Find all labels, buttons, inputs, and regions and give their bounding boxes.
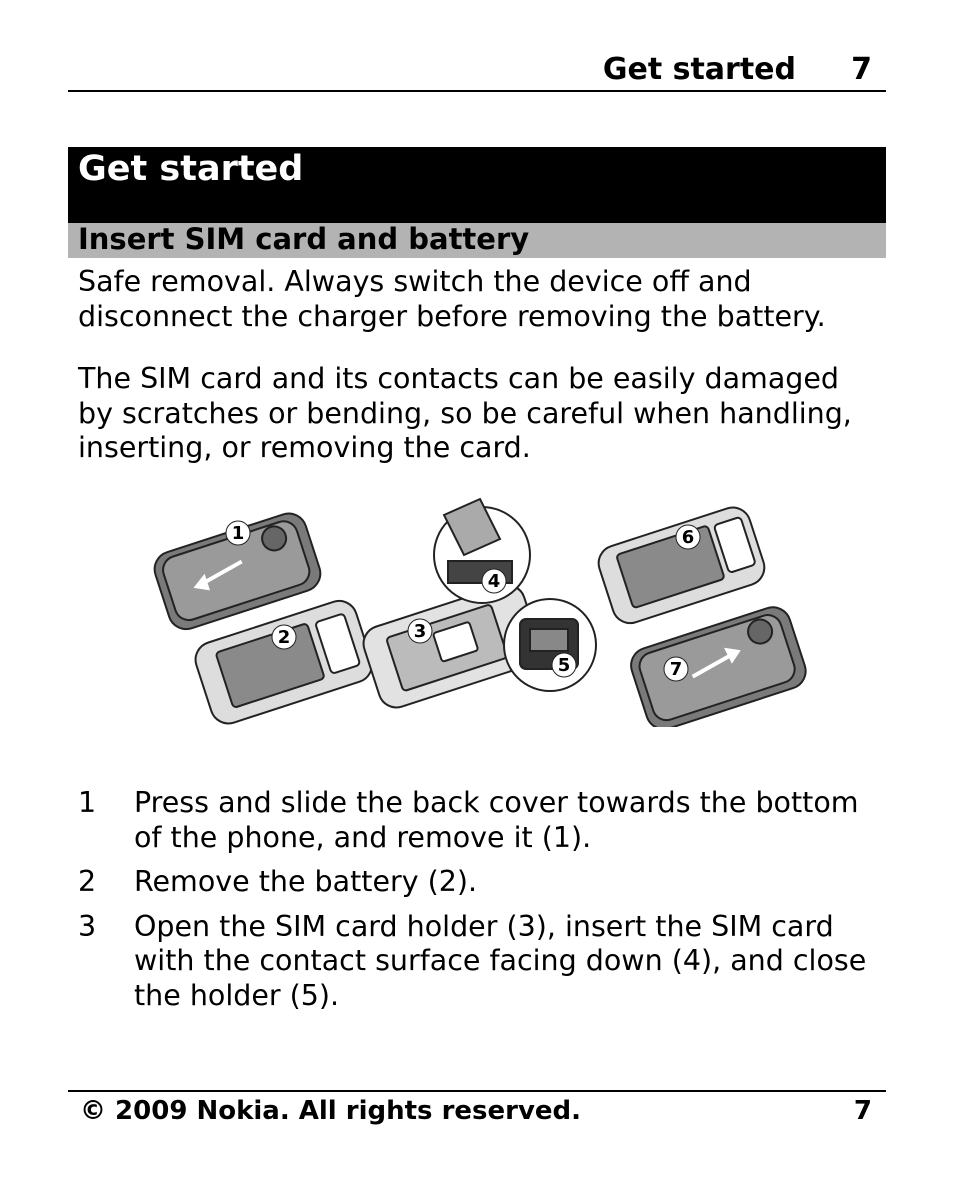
svg-text:6: 6 <box>681 527 695 548</box>
page-footer <box>68 1090 886 1126</box>
svg-text:7: 7 <box>669 659 683 680</box>
step-text: Press and slide the back cover towards the bottom of the phone, and remove it (1). <box>134 786 859 854</box>
step-list <box>78 786 878 1023</box>
copyright-notice: © 2009 Nokia. All rights reserved. <box>80 1096 582 1126</box>
svg-text:3: 3 <box>413 621 427 642</box>
sim-care-paragraph: The SIM card and its contacts can be easily damaged by scratches or bending, so be careful when handling, inserting, or removing the card. <box>78 362 852 464</box>
callout-7 <box>664 657 688 681</box>
step-text: Open the SIM card holder (3), insert the SIM card with the contact surface facing down (4), and close the holder (5). <box>134 909 867 1012</box>
step-number: 3 <box>78 909 97 943</box>
callout-2 <box>272 625 296 649</box>
svg-text:4: 4 <box>487 571 501 592</box>
running-header <box>68 48 886 92</box>
callout-6 <box>676 525 700 549</box>
svg-text:5: 5 <box>557 655 571 676</box>
section-title: Get started <box>78 149 304 189</box>
callout-3 <box>408 619 432 643</box>
list-item <box>78 910 878 1014</box>
subsection-heading-bar <box>68 223 886 258</box>
sim-holder-close-zoom <box>504 599 596 691</box>
step-text: Remove the battery (2). <box>134 865 478 898</box>
list-item <box>78 865 878 900</box>
phone-cover-replace <box>626 603 808 727</box>
svg-text:1: 1 <box>231 523 245 544</box>
safe-removal-paragraph: Safe removal. Always switch the device off and disconnect the charger before removing the battery. <box>78 265 826 333</box>
footer-page-number: 7 <box>853 1096 872 1126</box>
sim-insert-zoom <box>434 499 530 603</box>
subsection-title: Insert SIM card and battery <box>78 222 530 256</box>
section-heading-bar <box>68 147 886 223</box>
header-title: Get started <box>602 52 796 87</box>
phone-battery-insert <box>594 503 769 628</box>
step-number: 1 <box>78 786 97 819</box>
svg-text:2: 2 <box>277 627 291 648</box>
callout-1 <box>226 521 250 545</box>
list-item <box>78 786 878 855</box>
step-number: 2 <box>78 865 97 898</box>
header-page-number: 7 <box>851 52 872 87</box>
callout-4 <box>482 569 506 593</box>
callout-5 <box>552 653 576 677</box>
sim-battery-illustration <box>148 495 808 727</box>
